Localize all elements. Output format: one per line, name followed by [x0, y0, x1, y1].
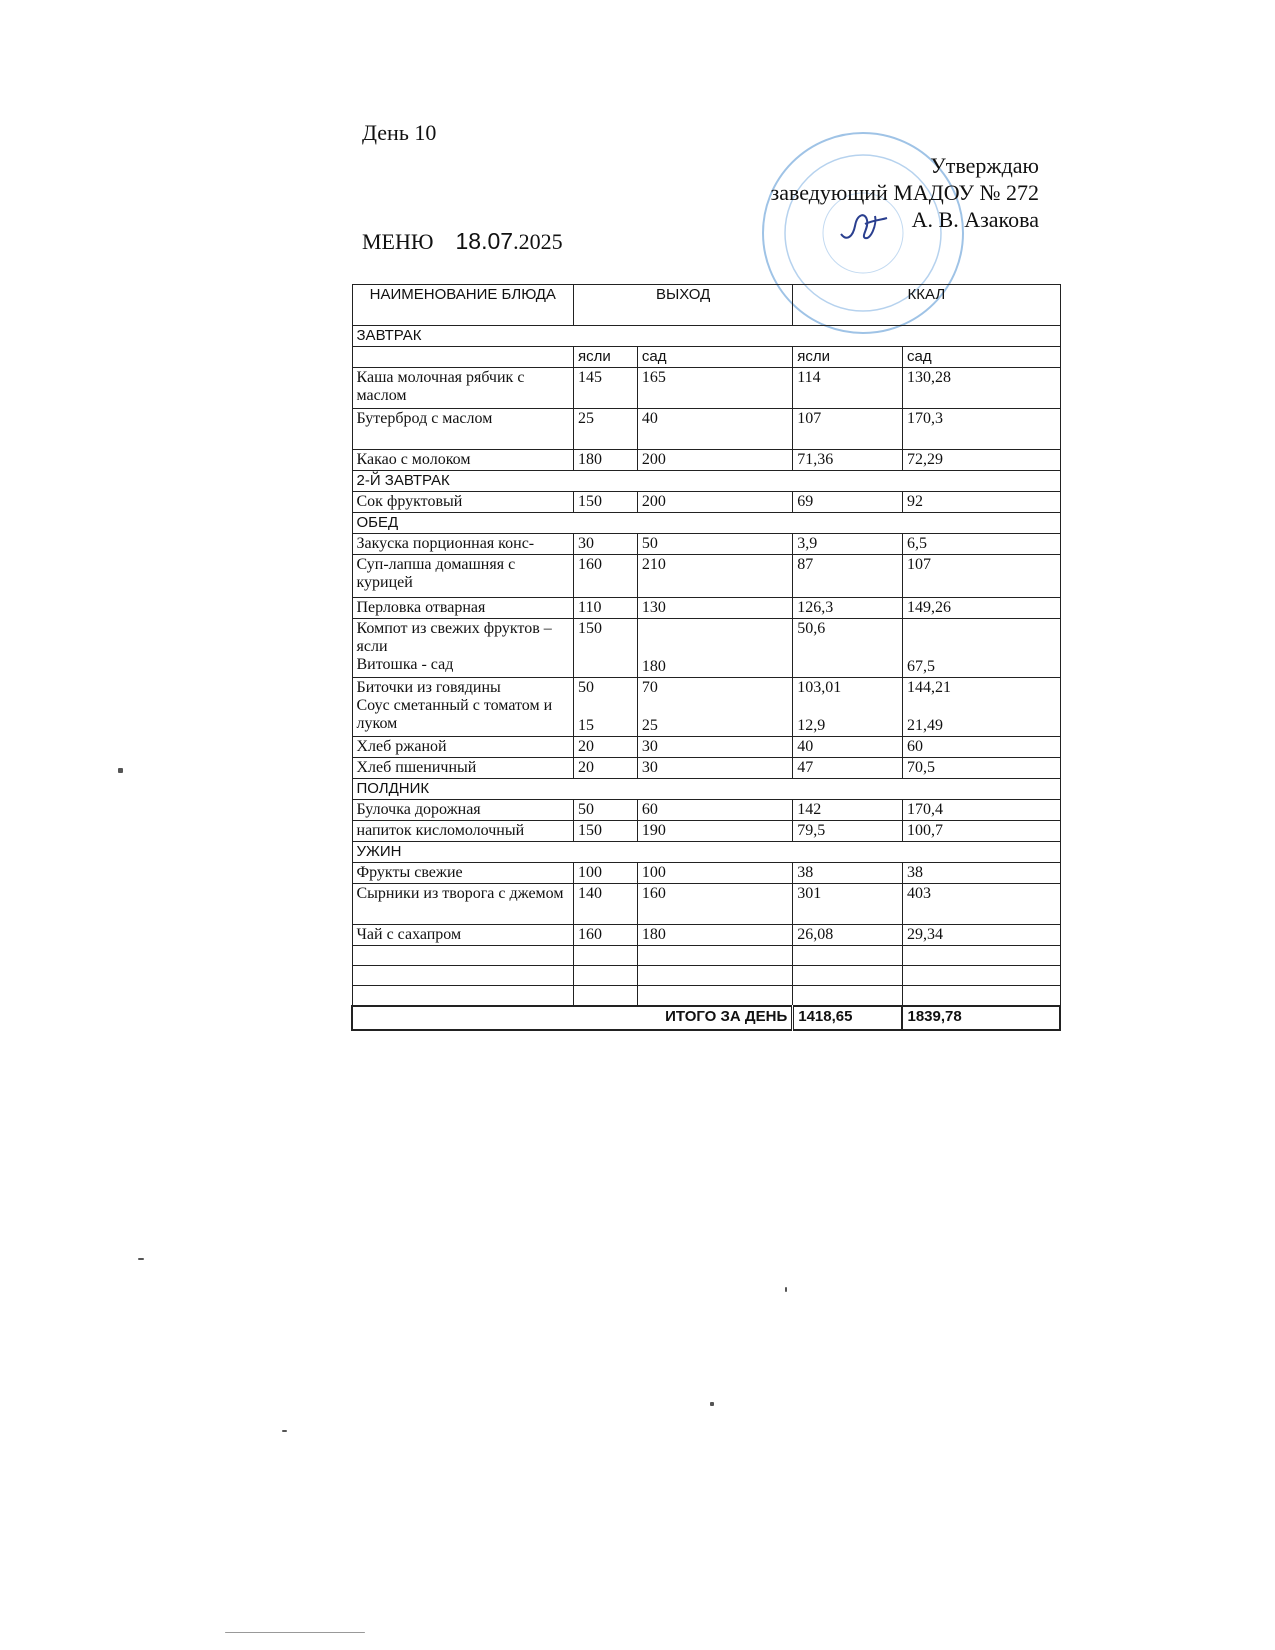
dish-name: Булочка дорожная — [352, 800, 574, 821]
menu-title — [362, 228, 563, 255]
col-output-header: ВЫХОД — [574, 285, 793, 326]
col-name-header: НАИМЕНОВАНИЕ БЛЮДА — [352, 285, 574, 326]
kcal-nursery: 126,3 — [793, 598, 903, 619]
kcal-nursery: 301 — [793, 884, 903, 925]
output-nursery: 110 — [574, 598, 638, 619]
menu-table — [351, 284, 1061, 1031]
table-row — [352, 555, 1060, 598]
output-nursery: 150 — [574, 492, 638, 513]
table-row — [352, 598, 1060, 619]
approve-title: Утверждаю — [930, 153, 1039, 178]
table-row — [352, 619, 1060, 678]
dish-name-nursery: Компот из свежих фруктов – ясли — [356, 620, 552, 655]
kcal-garden-sauce: 21,49 — [906, 717, 943, 734]
output-nursery: 50 — [574, 800, 638, 821]
empty-row — [352, 966, 1060, 986]
day-label: День 10 — [362, 120, 437, 145]
dish-name-garden: Витошка - сад — [356, 656, 454, 673]
empty-row — [352, 946, 1060, 966]
output-garden: 30 — [637, 737, 792, 758]
output-nursery: 160 — [574, 925, 638, 946]
total-kcal-nursery: 1418,65 — [793, 1006, 903, 1030]
dish-name-sauce: Соус сметанный с томатом и луком — [356, 697, 553, 732]
kcal-garden: 72,29 — [902, 450, 1060, 471]
dish-name: Каша молочная рябчик с маслом — [352, 368, 574, 409]
output-garden: 40 — [637, 409, 792, 450]
output-garden-main: 70 — [641, 679, 658, 696]
dish-name: Бутерброд с маслом — [352, 409, 574, 450]
output-garden: 100 — [637, 863, 792, 884]
kcal-nursery: 50,6 — [793, 619, 903, 678]
table-row — [352, 925, 1060, 946]
table-row — [352, 737, 1060, 758]
sub-nursery-output: ясли — [574, 347, 638, 368]
dish-name: напиток кисломолочный — [352, 821, 574, 842]
sub-garden-output: сад — [637, 347, 792, 368]
kcal-nursery: 87 — [793, 555, 903, 598]
output-garden: 60 — [637, 800, 792, 821]
dish-name: Закуска порционная конс- — [352, 534, 574, 555]
kcal-garden: 170,4 — [902, 800, 1060, 821]
kcal-nursery-main: 103,01 — [797, 679, 842, 696]
approve-name: А. В. Азакова — [911, 207, 1039, 232]
dish-name: Суп-лапша домашняя с курицей — [352, 555, 574, 598]
kcal-nursery: 26,08 — [793, 925, 903, 946]
kcal-garden: 67,5 — [902, 619, 1060, 678]
dish-name — [352, 619, 574, 678]
col-kcal-header: ККАЛ — [793, 285, 1060, 326]
empty-row — [352, 986, 1060, 1007]
section-snack: ПОЛДНИК — [352, 779, 1060, 800]
output-nursery: 20 — [574, 737, 638, 758]
kcal-garden: 70,5 — [902, 758, 1060, 779]
output-garden: 180 — [637, 619, 792, 678]
output-garden: 50 — [637, 534, 792, 555]
output-garden: 165 — [637, 368, 792, 409]
total-row — [352, 1006, 1060, 1030]
kcal-nursery: 47 — [793, 758, 903, 779]
kcal-garden: 92 — [902, 492, 1060, 513]
output-garden: 130 — [637, 598, 792, 619]
output-nursery-main: 50 — [578, 679, 595, 696]
kcal-nursery: 38 — [793, 863, 903, 884]
sub-nursery-kcal: ясли — [793, 347, 903, 368]
output-nursery — [574, 678, 638, 737]
kcal-garden: 60 — [902, 737, 1060, 758]
table-row — [352, 368, 1060, 409]
table-row — [352, 758, 1060, 779]
dish-name: Хлеб ржаной — [352, 737, 574, 758]
output-garden-sauce: 25 — [641, 717, 658, 734]
total-label: ИТОГО ЗА ДЕНЬ — [352, 1006, 793, 1030]
table-row — [352, 884, 1060, 925]
table-row — [352, 492, 1060, 513]
menu-date-year: .2025 — [513, 229, 563, 254]
section-second-breakfast: 2-Й ЗАВТРАК — [352, 471, 1060, 492]
output-nursery: 30 — [574, 534, 638, 555]
kcal-nursery-sauce: 12,9 — [797, 717, 826, 734]
output-nursery-sauce: 15 — [578, 717, 595, 734]
output-nursery: 145 — [574, 368, 638, 409]
output-nursery: 160 — [574, 555, 638, 598]
kcal-garden: 107 — [902, 555, 1060, 598]
kcal-garden: 6,5 — [902, 534, 1060, 555]
table-row — [352, 800, 1060, 821]
kcal-nursery: 40 — [793, 737, 903, 758]
kcal-garden-main: 144,21 — [906, 679, 951, 696]
kcal-nursery: 69 — [793, 492, 903, 513]
table-row — [352, 821, 1060, 842]
kcal-nursery: 107 — [793, 409, 903, 450]
dish-name: Сок фруктовый — [352, 492, 574, 513]
output-nursery: 140 — [574, 884, 638, 925]
total-kcal-garden: 1839,78 — [902, 1006, 1060, 1030]
kcal-garden: 403 — [902, 884, 1060, 925]
kcal-garden: 149,26 — [902, 598, 1060, 619]
menu-label: МЕНЮ — [362, 229, 434, 254]
output-garden: 190 — [637, 821, 792, 842]
dish-name-main: Биточки из говядины — [356, 679, 501, 696]
table-row — [352, 863, 1060, 884]
kcal-nursery — [793, 678, 903, 737]
dish-name: Чай с сахапром — [352, 925, 574, 946]
output-garden: 210 — [637, 555, 792, 598]
dish-name: Хлеб пшеничный — [352, 758, 574, 779]
approve-position: заведующий МАДОУ № 272 — [770, 180, 1039, 205]
output-garden: 160 — [637, 884, 792, 925]
kcal-nursery: 71,36 — [793, 450, 903, 471]
kcal-garden: 130,28 — [902, 368, 1060, 409]
output-nursery: 25 — [574, 409, 638, 450]
table-row — [352, 678, 1060, 737]
kcal-garden: 100,7 — [902, 821, 1060, 842]
menu-date-day: 18.07 — [455, 228, 514, 254]
kcal-garden: 29,34 — [902, 925, 1060, 946]
subheader-row — [352, 347, 1060, 368]
output-garden: 30 — [637, 758, 792, 779]
kcal-garden: 170,3 — [902, 409, 1060, 450]
output-nursery: 180 — [574, 450, 638, 471]
dish-name — [352, 678, 574, 737]
output-nursery: 20 — [574, 758, 638, 779]
table-row — [352, 534, 1060, 555]
dish-name: Фрукты свежие — [352, 863, 574, 884]
kcal-nursery: 114 — [793, 368, 903, 409]
output-nursery: 100 — [574, 863, 638, 884]
output-garden — [637, 678, 792, 737]
dish-name: Какао с молоком — [352, 450, 574, 471]
output-garden: 200 — [637, 492, 792, 513]
dish-name: Сырники из творога с джемом — [352, 884, 574, 925]
table-header-row — [352, 285, 1060, 326]
sub-garden-kcal: сад — [902, 347, 1060, 368]
table-row — [352, 450, 1060, 471]
output-garden: 180 — [637, 925, 792, 946]
dish-name: Перловка отварная — [352, 598, 574, 619]
signature — [835, 206, 895, 246]
section-lunch: ОБЕД — [352, 513, 1060, 534]
kcal-garden — [902, 678, 1060, 737]
table-row — [352, 409, 1060, 450]
kcal-nursery: 142 — [793, 800, 903, 821]
output-garden: 200 — [637, 450, 792, 471]
kcal-nursery: 3,9 — [793, 534, 903, 555]
kcal-nursery: 79,5 — [793, 821, 903, 842]
section-breakfast: ЗАВТРАК — [352, 326, 1060, 347]
output-nursery: 150 — [574, 619, 638, 678]
output-nursery: 150 — [574, 821, 638, 842]
kcal-garden: 38 — [902, 863, 1060, 884]
section-dinner: УЖИН — [352, 842, 1060, 863]
